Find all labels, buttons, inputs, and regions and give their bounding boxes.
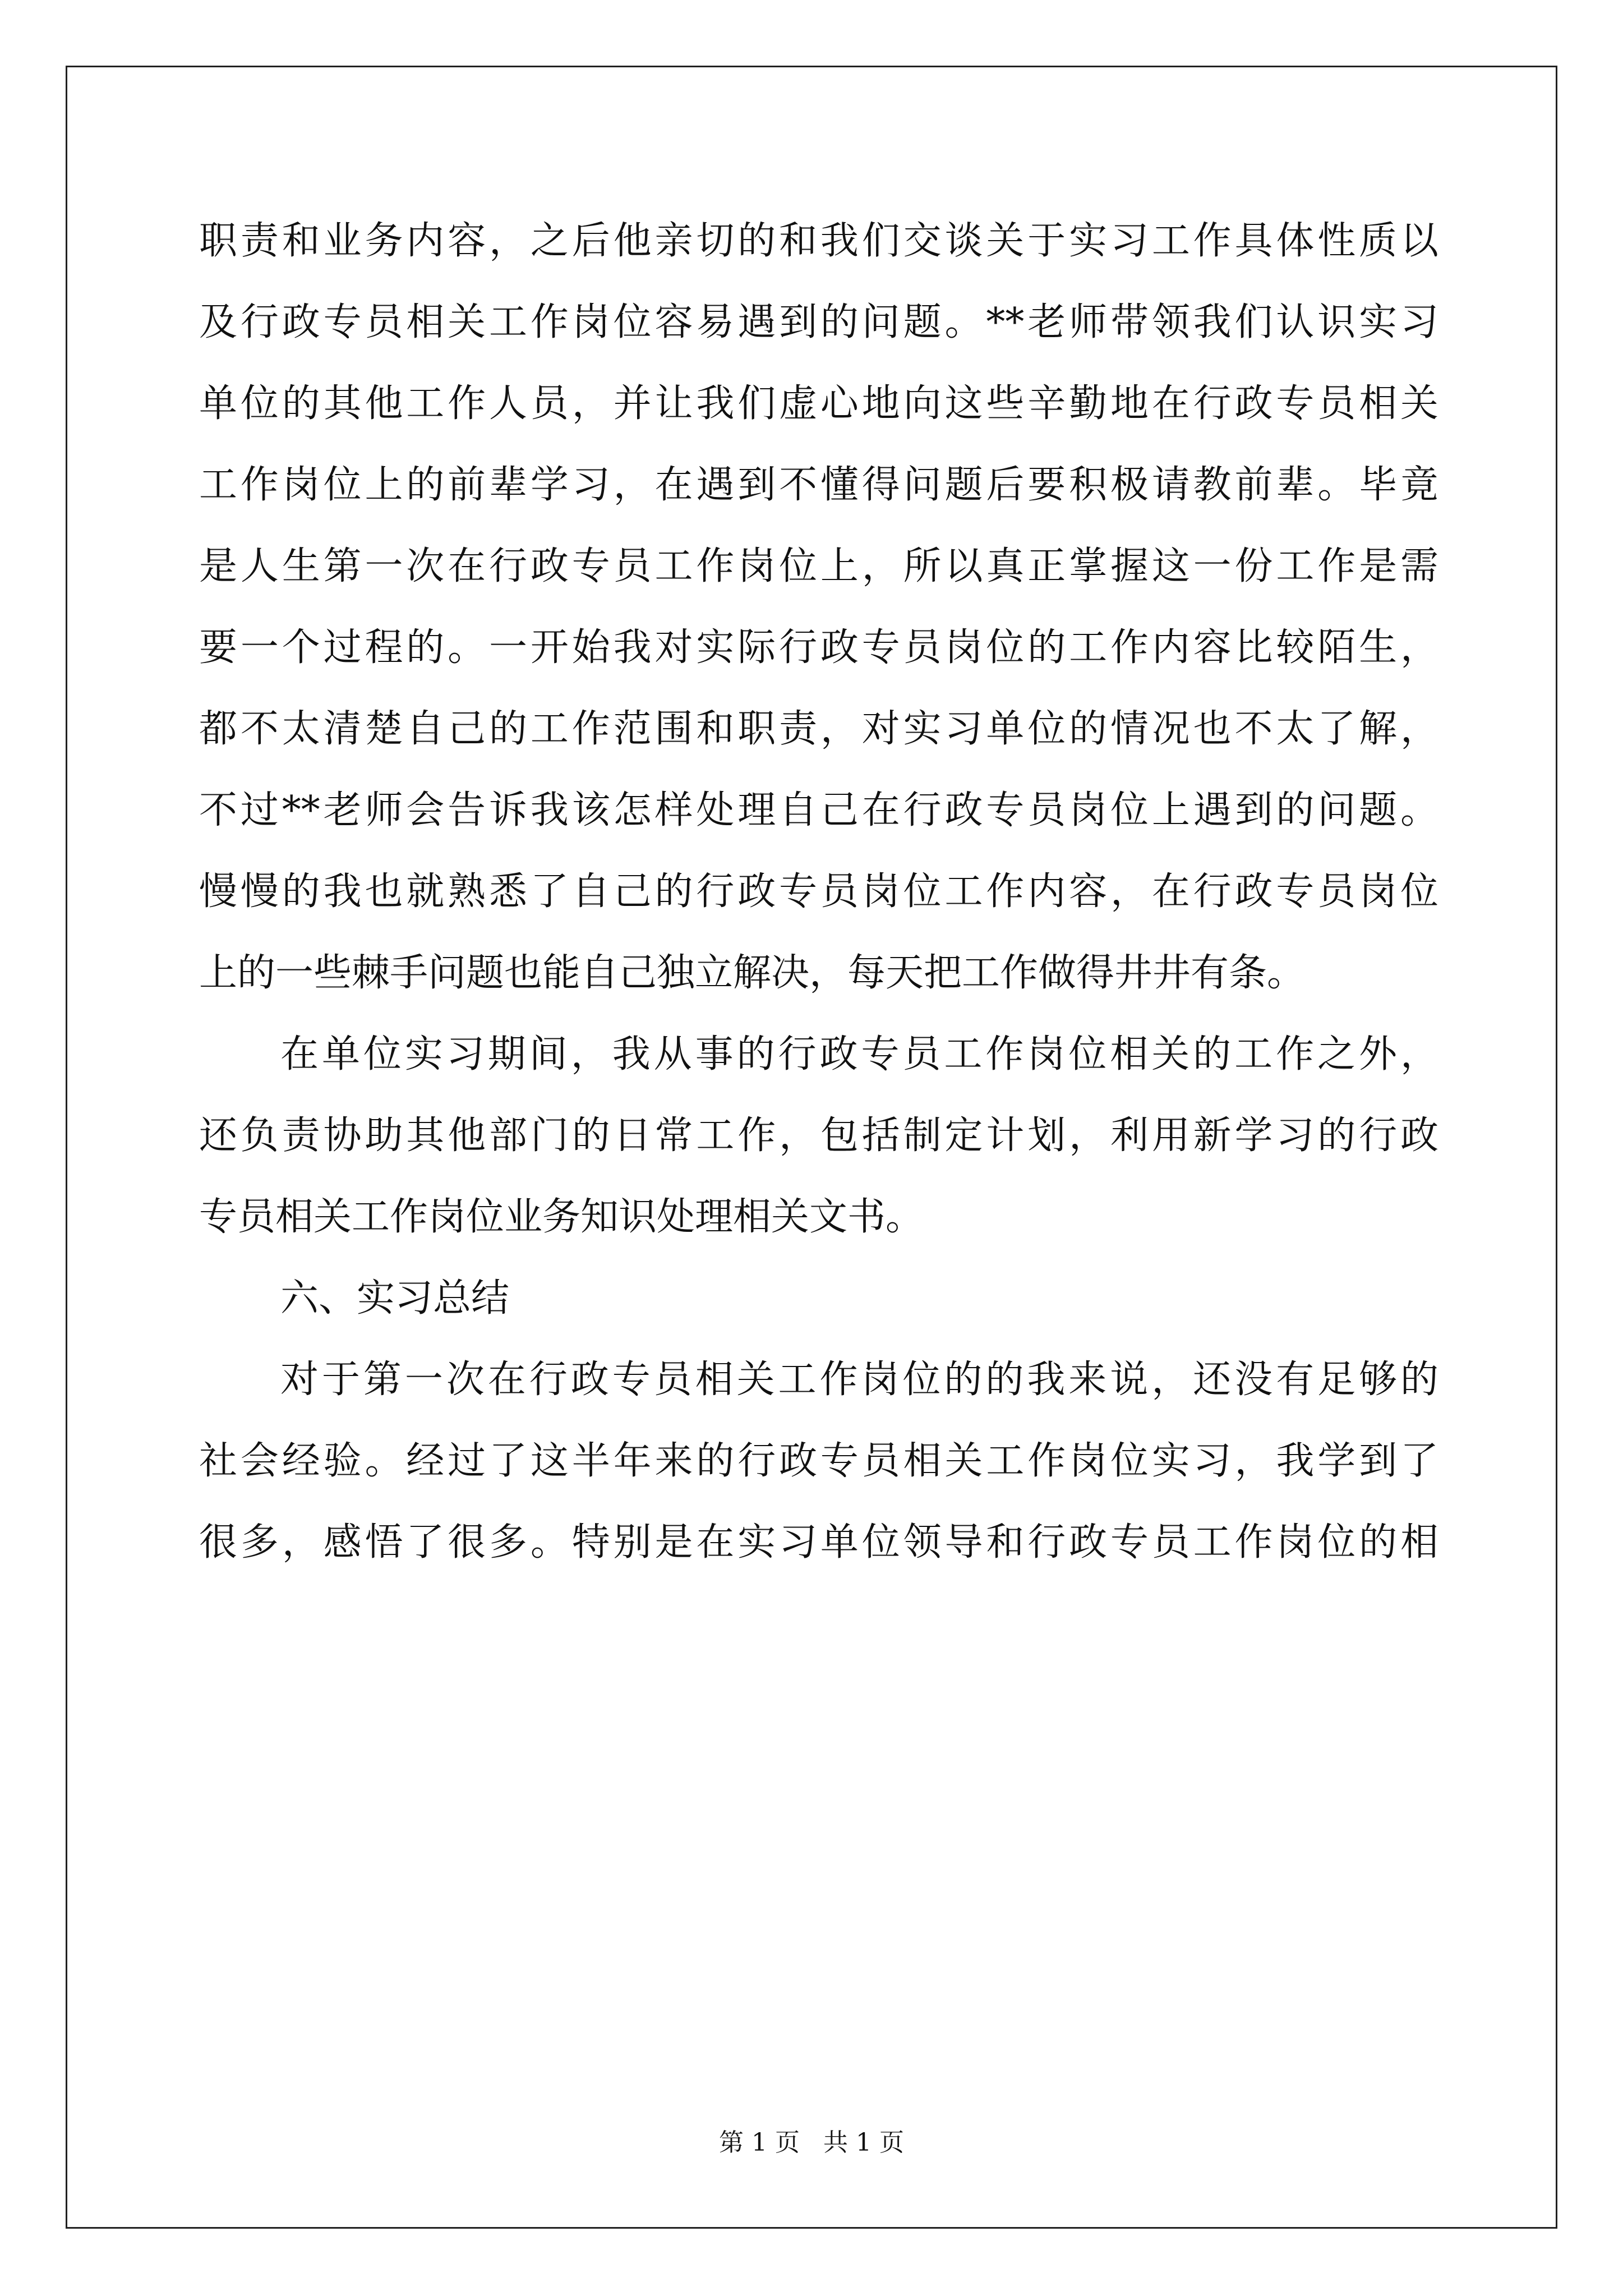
text-line: 慢慢的我也就熟悉了自己的行政专员岗位工作内容，在行政专员岗位 [199, 869, 1438, 914]
text-line: 单位的其他工作人员，并让我们虚心地向这些辛勤地在行政专员相关 [199, 381, 1438, 426]
section-heading: 六、实习总结 [280, 1276, 510, 1320]
page-footer: 第 1 页 共 1 页 [719, 2128, 904, 2157]
text-line: 还负责协助其他部门的日常工作，包括制定计划，利用新学习的行政 [199, 1114, 1438, 1158]
text-line: 专员相关工作岗位业务知识处理相关文书。 [199, 1195, 924, 1239]
paragraph-first-line: 在单位实习期间，我从事的行政专员工作岗位相关的工作之外， [280, 1032, 1438, 1076]
text-line: 上的一些棘手问题也能自己独立解决，每天把工作做得井井有条。 [199, 951, 1306, 995]
text-line: 很多，感悟了很多。特别是在实习单位领导和行政专员工作岗位的相 [199, 1520, 1438, 1565]
text-line: 不过**老师会告诉我该怎样处理自己在行政专员岗位上遇到的问题。 [199, 788, 1438, 832]
text-line: 社会经验。经过了这半年来的行政专员相关工作岗位实习，我学到了 [199, 1439, 1438, 1483]
text-line: 职责和业务内容，之后他亲切的和我们交谈关于实习工作具体性质以 [199, 219, 1438, 263]
paragraph-first-line: 对于第一次在行政专员相关工作岗位的的我来说，还没有足够的 [280, 1358, 1438, 1402]
text-line: 工作岗位上的前辈学习，在遇到不懂得问题后要积极请教前辈。毕竟 [199, 463, 1438, 507]
text-line: 都不太清楚自己的工作范围和职责，对实习单位的情况也不太了解， [199, 707, 1438, 751]
text-line: 是人生第一次在行政专员工作岗位上，所以真正掌握这一份工作是需 [199, 544, 1438, 588]
text-line: 要一个过程的。一开始我对实际行政专员岗位的工作内容比较陌生， [199, 625, 1438, 670]
text-line: 及行政专员相关工作岗位容易遇到的问题。**老师带领我们认识实习 [199, 300, 1438, 344]
